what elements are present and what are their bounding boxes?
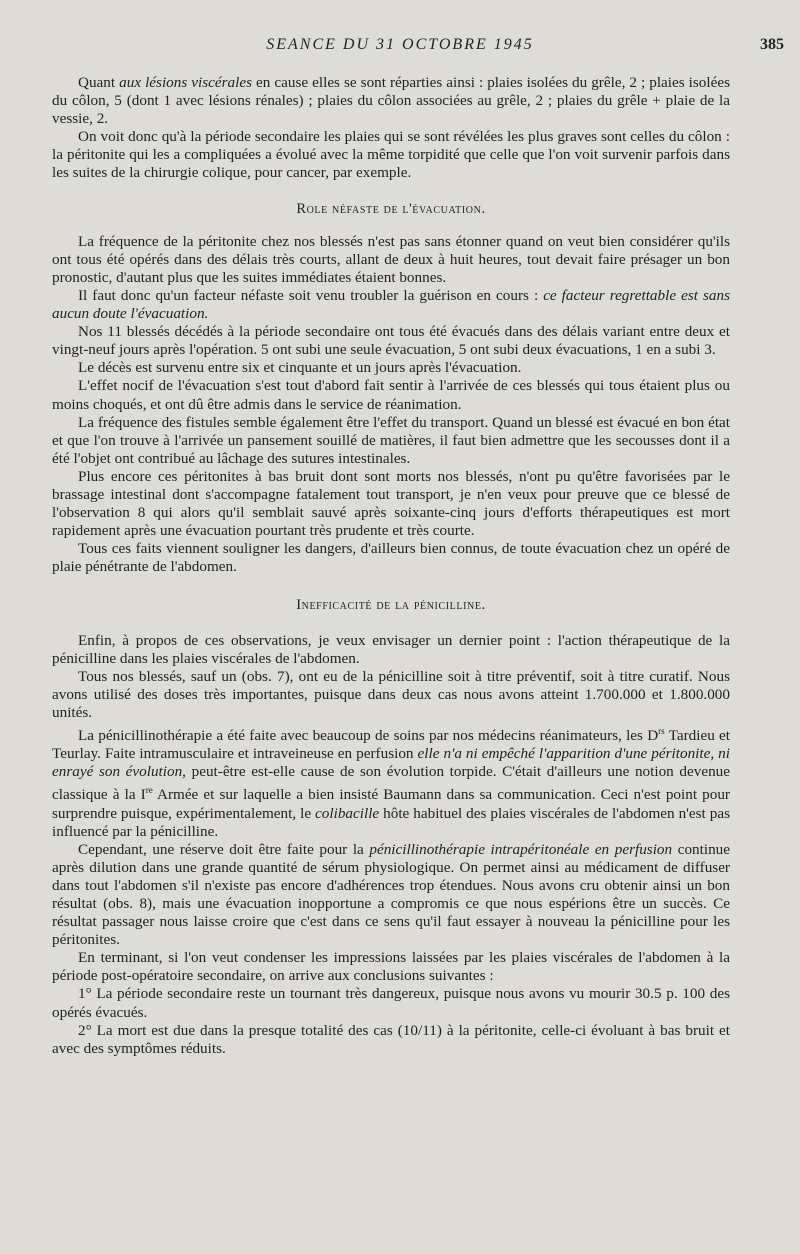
section-heading: Inefficacité de la pénicilline. xyxy=(296,597,486,614)
text-run: hôte habituel des plaies viscérales de l'abdomen n'est pas influencé par la pénicilline. xyxy=(52,804,730,840)
paragraph xyxy=(52,287,730,323)
paragraph: Le décès est survenu entre six et cinquante et un jours après l'évacuation. xyxy=(78,359,522,377)
text-run: Cependant, une réserve doit être faite pour la xyxy=(78,840,370,858)
text-run: Armée et sur laquelle a bien insisté Baumann dans sa communication. Ceci n'est point pour surprendre puisque, expérimentalement, le xyxy=(52,786,730,822)
text-run: Tardieu et Teurlay. Faite intramusculaire et intraveineuse en perfusion xyxy=(52,727,731,763)
paragraph: Tous ces faits viennent souligner les dangers, d'ailleurs bien connus, de toute évacuation chez un opéré de plaie pénétrante de l'abdomen. xyxy=(52,540,730,576)
text-run: continue après dilution dans une grande quantité de sérum physiologique. On permet ainsi au médicament de diffuser dans tout l'abdomen s'il n'existe pas encore d'adhérences trop étendues. Nous avons cru obtenir ainsi un bon résultat (obs. 8), mais une évacuation inopportune a compromis ce que nous espérions être un succès. Ce résultat passager nous laisse croire que c'est dans ce sens qu'il faut essayer à nouveau la pénicilline pour les péritonites. xyxy=(52,840,731,949)
italic-text: pénicillinothérapie intrapéritonéale en perfusion xyxy=(369,840,673,858)
text-run: Il faut donc qu'un facteur néfaste soit venu troubler la guérison en cours : xyxy=(78,286,544,304)
paragraph: Plus encore ces péritonites à bas bruit dont sont morts nos blessés, n'ont pu qu'être favorisées par le brassage intestinal dont s'accompagne fatalement tout transport, je n'en veux pour preuve que ce blessé de l'observation 8 qui alors qu'il semblait sauvé après soixante-cinq jours d'efforts thérapeutiques est mort rapidement après une évacuation pourtant très prudente et très courte. xyxy=(52,467,730,540)
body-text xyxy=(52,74,730,1058)
superscript: re xyxy=(145,785,153,796)
italic-text: elle n'a ni empêché l'apparition d'une péritonite, ni enrayé son évolution, xyxy=(52,745,730,781)
text-run: La pénicillinothérapie a été faite avec beaucoup de soins par nos médecins réanimateurs, les D xyxy=(78,727,659,745)
paragraph: 1° La période secondaire reste un tournant très dangereux, puisque nous avons vu mourir 30.5 p. 100 des opérés évacués. xyxy=(52,985,730,1021)
paragraph: La fréquence des fistules semble également être l'effet du transport. Quand un blessé est évacué en bon état et que l'on trouve à l'arrivée un pansement souillé de matières, il faut bien admettre que les secousses dont il a été l'objet ont contribué au lâchage des sutures intestinales. xyxy=(52,413,730,467)
paragraph xyxy=(52,722,730,841)
paragraph: Nos 11 blessés décédés à la période secondaire ont tous été évacués dans des délais variant entre deux et vingt-neuf jours après l'opération. 5 ont subi une seule évacuation, 5 ont subi deux évacuations, 1 en a subi 3. xyxy=(52,323,730,359)
text-run: peut-être est-elle cause de son évolution torpide. C'était d'ailleurs une notion devenue classique à la I xyxy=(52,763,730,804)
page-header xyxy=(0,36,800,60)
paragraph: On voit donc qu'à la période secondaire les plaies qui se sont révélées les plus graves sont celles du côlon : la péritonite qui les a compliquées a évolué avec la même torpidité que celle que l'on voit survenir parfois dans les suites de la chirurgie colique, pour cancer, par exemple. xyxy=(52,128,730,182)
italic-text: ce facteur regrettable est sans aucun doute l'évacuation. xyxy=(52,286,730,323)
text-run: Quant xyxy=(78,74,120,91)
paragraph: Tous nos blessés, sauf un (obs. 7), ont eu de la pénicilline soit à titre préventif, soit à titre curatif. Nous avons utilisé des doses très importantes, puisque dans deux cas nous avons atteint 1.700.000 et 1.800.000 unités. xyxy=(52,667,730,721)
paragraph: Enfin, à propos de ces observations, je veux envisager un dernier point : l'action thérapeutique de la pénicilline dans les plaies viscérales de l'abdomen. xyxy=(52,631,730,667)
page-number: 385 xyxy=(760,36,784,53)
paragraph: 2° La mort est due dans la presque totalité des cas (10/11) à la péritonite, celle-ci évoluant à bas bruit et avec des symptômes réduits. xyxy=(52,1021,730,1057)
paragraph xyxy=(52,74,730,128)
italic-text: aux lésions viscérales xyxy=(119,74,253,91)
italic-text: colibacille xyxy=(315,804,380,822)
paragraph: La fréquence de la péritonite chez nos blessés n'est pas sans étonner quand on veut bien considérer qu'ils ont tous été opérés dans des délais très courts, allant de deux à huit heures, tout devait faire présager un bon pronostic, d'autant plus que les suites immédiates étaient bonnes. xyxy=(52,232,730,286)
paragraph: En terminant, si l'on veut condenser les impressions laissées par les plaies viscérales de l'abdomen à la période post-opératoire secondaire, on arrive aux conclusions suivantes : xyxy=(52,949,730,985)
superscript: rs xyxy=(658,726,665,736)
section-heading: Role néfaste de l'évacuation. xyxy=(296,200,486,217)
paragraph xyxy=(52,841,730,950)
text-run: en cause elles se sont réparties ainsi : plaies isolées du grêle, 2 ; plaies isolées du côlon, 5 (dont 1 avec lésions rénales) ; plaies du côlon associées au grêle, 2 ; plaies du grêle + plaie de la vessie, 2. xyxy=(52,74,730,128)
running-title: SEANCE DU 31 OCTOBRE 1945 xyxy=(266,36,534,53)
paragraph: L'effet nocif de l'évacuation s'est tout d'abord fait sentir à l'arrivée de ces blessés qui tous étaient plus ou moins choqués, et ont dû être admis dans le service de réanimation. xyxy=(52,377,730,413)
